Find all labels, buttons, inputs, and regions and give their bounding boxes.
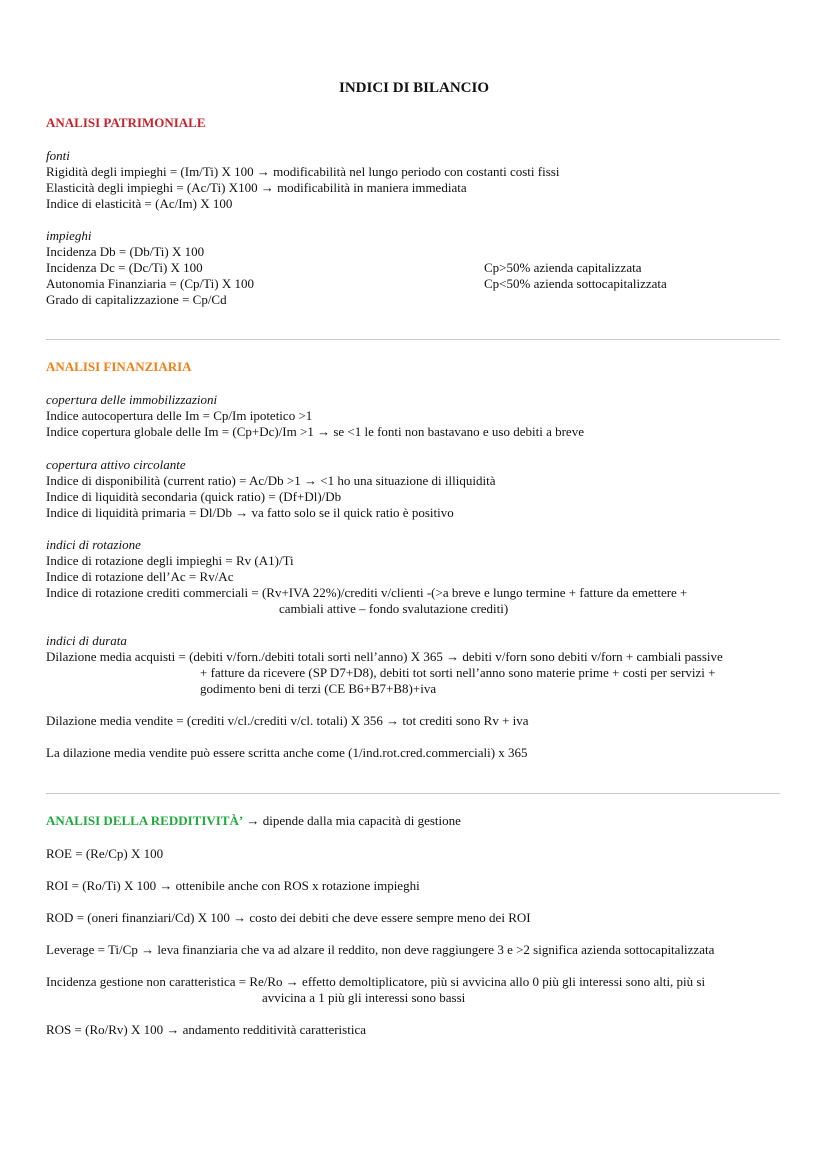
note-capitalizzata: Cp>50% azienda capitalizzata xyxy=(484,260,642,275)
formula-ros: ROS = (Ro/Rv) X 100 → andamento redditività caratteristica xyxy=(46,1022,366,1037)
formula-rotazione-impieghi: Indice di rotazione degli impieghi = Rv (A1)/Ti xyxy=(46,553,294,568)
formula-autocopertura: Indice autocopertura delle Im = Cp/Im ipotetico >1 xyxy=(46,408,313,423)
subheading-fonti: fonti xyxy=(46,148,70,163)
heading-note: → dipende dalla mia capacità di gestione xyxy=(243,813,461,828)
formula-incidenza-gestione-cont: avvicina a 1 più gli interessi sono bassi xyxy=(262,990,466,1005)
formula-incidenza-dc: Incidenza Dc = (Dc/Ti) X 100 xyxy=(46,260,203,275)
formula-rotazione-ac: Indice di rotazione dell’Ac = Rv/Ac xyxy=(46,569,234,584)
formula-dilazione-acquisti-cont1: + fatture da ricevere (SP D7+D8), debiti tot sorti nell’anno sono materie prime + costi per servizi + xyxy=(200,665,716,680)
formula-rigidita: Rigidità degli impieghi = (Im/Ti) X 100 → modificabilità nel lungo periodo con costanti costi fissi xyxy=(46,164,560,179)
formula-leverage: Leverage = Ti/Cp → leva finanziaria che va ad alzare il reddito, non deve raggiungere 3 e >2 significa azienda sottocapitalizzata xyxy=(46,942,715,957)
note-dilazione-vendite-alt: La dilazione media vendite può essere scritta anche come (1/ind.rot.cred.commerciali) x 365 xyxy=(46,745,528,760)
page-title: INDICI DI BILANCIO xyxy=(338,80,490,96)
subheading-copertura-immobilizzazioni: copertura delle immobilizzazioni xyxy=(46,392,218,407)
section-divider xyxy=(46,339,780,340)
formula-indice-elasticita: Indice di elasticità = (Ac/Im) X 100 xyxy=(46,196,233,211)
section-heading-redditivita: ANALISI DELLA REDDITIVITÀ’ xyxy=(46,813,244,828)
subheading-impieghi: impieghi xyxy=(46,228,92,243)
formula-rod: ROD = (oneri finanziari/Cd) X 100 → costo dei debiti che deve essere sempre meno dei ROI xyxy=(46,910,531,925)
formula-current-ratio: Indice di disponibilità (current ratio) = Ac/Db >1 → <1 ho una situazione di illiquidità xyxy=(46,473,496,488)
section-divider xyxy=(46,793,780,794)
formula-grado-capitalizzazione: Grado di capitalizzazione = Cp/Cd xyxy=(46,292,227,307)
formula-elasticita-impieghi: Elasticità degli impieghi = (Ac/Ti) X100 → modificabilità in maniera immediata xyxy=(46,180,467,195)
formula-dilazione-vendite: Dilazione media vendite = (crediti v/cl./crediti v/cl. totali) X 356 → tot crediti sono Rv + iva xyxy=(46,713,529,728)
formula-incidenza-gestione: Incidenza gestione non caratteristica = Re/Ro → effetto demoltiplicatore, più si avvicina allo 0 più gli interessi sono alti, più si xyxy=(46,974,706,989)
subheading-indici-rotazione: indici di rotazione xyxy=(46,537,141,552)
formula-roe: ROE = (Re/Cp) X 100 xyxy=(46,846,164,861)
formula-copertura-globale: Indice copertura globale delle Im = (Cp+Dc)/Im >1 → se <1 le fonti non bastavano e uso debiti a breve xyxy=(46,424,584,439)
section-heading-finanziaria: ANALISI FINANZIARIA xyxy=(46,359,192,374)
formula-dilazione-acquisti-cont2: godimento beni di terzi (CE B6+B7+B8)+iva xyxy=(200,681,437,696)
note-sottocapitalizzata: Cp<50% azienda sottocapitalizzata xyxy=(484,276,667,291)
formula-dilazione-acquisti: Dilazione media acquisti = (debiti v/forn./debiti totali sorti nell’anno) X 365 → debiti v/forn sono debiti v/forn + cambiali passive xyxy=(46,649,723,664)
formula-liquidita-primaria: Indice di liquidità primaria = Dl/Db → va fatto solo se il quick ratio è positivo xyxy=(46,505,454,520)
section-heading-redditivita-row xyxy=(46,813,461,829)
subheading-indici-durata: indici di durata xyxy=(46,633,127,648)
formula-rotazione-crediti-cont: cambiali attive – fondo svalutazione crediti) xyxy=(279,601,509,616)
subheading-copertura-attivo-circolante: copertura attivo circolante xyxy=(46,457,186,472)
formula-rotazione-crediti: Indice di rotazione crediti commerciali = (Rv+IVA 22%)/crediti v/clienti -(>a breve e lungo termine + fatture da emettere + xyxy=(46,585,688,600)
formula-autonomia-finanziaria: Autonomia Finanziaria = (Cp/Ti) X 100 xyxy=(46,276,254,291)
formula-incidenza-db: Incidenza Db = (Db/Ti) X 100 xyxy=(46,244,205,259)
section-heading-patrimoniale: ANALISI PATRIMONIALE xyxy=(46,115,206,130)
formula-quick-ratio: Indice di liquidità secondaria (quick ratio) = (Df+Dl)/Db xyxy=(46,489,342,504)
formula-roi: ROI = (Ro/Ti) X 100 → ottenibile anche con ROS x rotazione impieghi xyxy=(46,878,420,893)
